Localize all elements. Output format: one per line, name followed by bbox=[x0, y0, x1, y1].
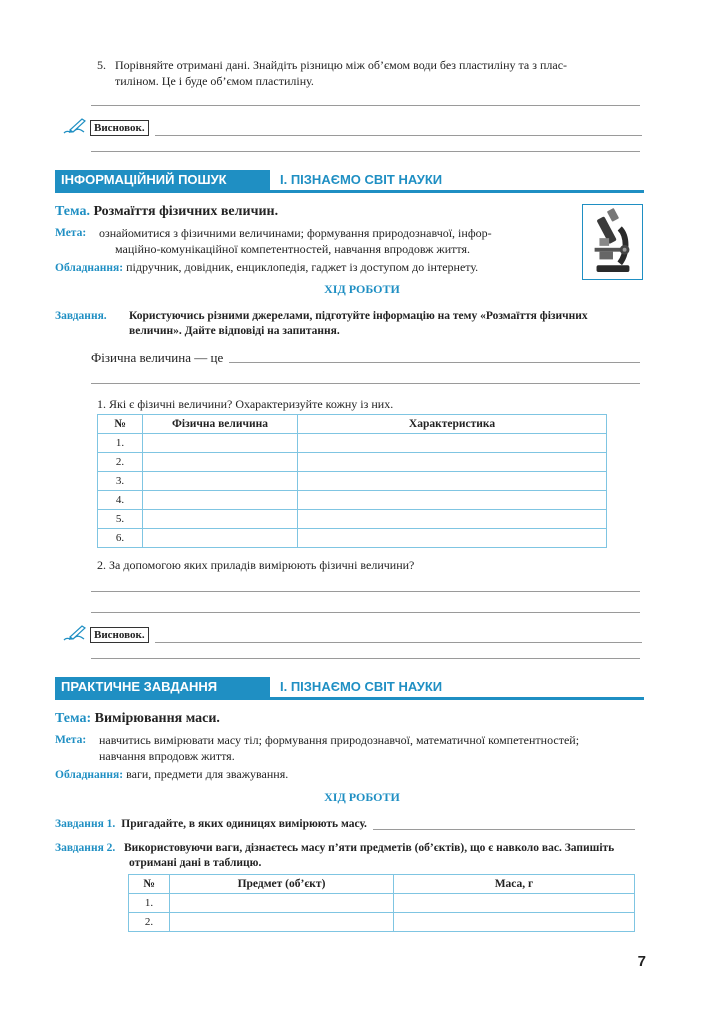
banner-right-label: І. ПІЗНАЄМО СВІТ НАУКИ bbox=[270, 170, 644, 190]
definition-input-line[interactable] bbox=[229, 350, 640, 363]
mass-measurement-table bbox=[128, 874, 635, 932]
task-1-row bbox=[55, 817, 635, 832]
answer-line bbox=[91, 612, 640, 613]
answer-line bbox=[91, 658, 640, 659]
col-number: № bbox=[129, 875, 170, 894]
topic-text: Розмаїття фізичних величин. bbox=[93, 204, 279, 219]
table-row: 2. bbox=[98, 453, 607, 472]
equipment-label: Обладнання: bbox=[55, 262, 124, 274]
definition-row bbox=[91, 350, 640, 366]
table-cell-input[interactable] bbox=[298, 434, 607, 453]
table-row: 4. bbox=[98, 491, 607, 510]
equipment-text: підручник, довідник, енциклопедія, гаджет із доступом до інтернету. bbox=[126, 260, 479, 274]
section-banner-practical-task bbox=[55, 677, 644, 700]
conclusion-row-section1 bbox=[62, 623, 642, 643]
task-line-1: Користуючись різними джерелами, підготуйте інформацію на тему «Розмаїття фізичних bbox=[129, 310, 588, 322]
task-1-input-line[interactable] bbox=[373, 817, 635, 830]
topic-text: Вимірювання маси. bbox=[94, 711, 220, 726]
banner-left-label: ПРАКТИЧНЕ ЗАВДАННЯ bbox=[55, 677, 270, 697]
aim-label: Мета: bbox=[55, 734, 87, 746]
item-5-number: 5. bbox=[97, 58, 106, 72]
answer-line bbox=[91, 151, 640, 152]
equipment-row bbox=[55, 259, 478, 276]
task-1-text: Пригадайте, в яких одиницях вимірюють масу. bbox=[121, 818, 367, 830]
table-cell-input[interactable] bbox=[298, 529, 607, 548]
col-physical-quantity: Фізична величина bbox=[143, 415, 298, 434]
table-cell-input[interactable] bbox=[170, 894, 394, 913]
table-header-row bbox=[129, 875, 635, 894]
aim-line-1: ознайомитися з фізичними величинами; формування природознавчої, інфор- bbox=[99, 226, 492, 240]
banner-right-label: І. ПІЗНАЄМО СВІТ НАУКИ bbox=[270, 677, 644, 697]
task-line-2: величин». Дайте відповіді на запитання. bbox=[129, 325, 340, 337]
microscope-image bbox=[582, 204, 643, 280]
table-row: 3. bbox=[98, 472, 607, 491]
table-row: 6. bbox=[98, 529, 607, 548]
table-cell-input[interactable] bbox=[170, 913, 394, 932]
task-2-label: Завдання 2. bbox=[55, 842, 116, 854]
page-number: 7 bbox=[637, 953, 646, 970]
progress-heading: ХІД РОБОТИ bbox=[324, 282, 400, 296]
table-cell-input[interactable] bbox=[143, 510, 298, 529]
question-2: 2. За допомогою яких приладів вимірюють фізичні величини? bbox=[97, 558, 415, 572]
item-5-line-1: Порівняйте отримані дані. Знайдіть різницю між об’ємом води без пластиліну та з плас- bbox=[115, 58, 568, 72]
table-cell-input[interactable] bbox=[394, 894, 635, 913]
conclusion-input-line[interactable] bbox=[155, 123, 642, 136]
aim-line-2: навчання впродовж життя. bbox=[99, 749, 235, 763]
table-cell-input[interactable] bbox=[298, 453, 607, 472]
table-cell-input[interactable] bbox=[143, 453, 298, 472]
physical-quantities-table bbox=[97, 414, 607, 548]
conclusion-label: Висновок. bbox=[90, 627, 149, 643]
section-banner-info-search bbox=[55, 170, 644, 193]
banner-left-label: ІНФОРМАЦІЙНИЙ ПОШУК bbox=[55, 170, 270, 190]
topic-row bbox=[55, 710, 220, 728]
table-row: 1. bbox=[98, 434, 607, 453]
answer-line bbox=[91, 105, 640, 106]
progress-heading: ХІД РОБОТИ bbox=[324, 790, 400, 804]
topic-row bbox=[55, 203, 278, 221]
microscope-icon bbox=[583, 205, 642, 279]
conclusion-label: Висновок. bbox=[90, 120, 149, 136]
task-1-label: Завдання 1. bbox=[55, 818, 116, 830]
col-characteristic: Характеристика bbox=[298, 415, 607, 434]
conclusion-input-line[interactable] bbox=[155, 630, 642, 643]
equipment-text: ваги, предмети для зважування. bbox=[126, 767, 289, 781]
item-5-line-2: тиліном. Це і буде об’ємом пластиліну. bbox=[115, 74, 314, 88]
pen-writing-icon bbox=[62, 116, 88, 136]
table-cell-input[interactable] bbox=[143, 472, 298, 491]
table-cell-input[interactable] bbox=[298, 472, 607, 491]
table-cell-input[interactable] bbox=[298, 510, 607, 529]
aim-line-2: маційно-комунікаційної компетентностей, навчання впродовж життя. bbox=[115, 242, 470, 256]
topic-label: Тема: bbox=[55, 711, 92, 726]
answer-line bbox=[91, 383, 640, 384]
table-cell-input[interactable] bbox=[143, 434, 298, 453]
col-mass: Маса, г bbox=[394, 875, 635, 894]
definition-prompt: Фізична величина — це bbox=[91, 350, 224, 365]
conclusion-row-top bbox=[62, 116, 642, 136]
task-2-line-1: Використовуючи ваги, дізнаєтесь масу п’яти предметів (об’єктів), що є навколо вас. Запишіть bbox=[124, 842, 615, 854]
table-row: 2. bbox=[129, 913, 635, 932]
equipment-row bbox=[55, 766, 288, 783]
task-2-line-2: отримані дані в таблицю. bbox=[129, 857, 262, 869]
table-cell-input[interactable] bbox=[298, 491, 607, 510]
task-label: Завдання. bbox=[55, 310, 107, 322]
table-cell-input[interactable] bbox=[143, 491, 298, 510]
col-object: Предмет (об’єкт) bbox=[170, 875, 394, 894]
equipment-label: Обладнання: bbox=[55, 769, 124, 781]
table-cell-input[interactable] bbox=[394, 913, 635, 932]
aim-line-1: навчитись вимірювати масу тіл; формування природознавчої, математичної компетентностей; bbox=[99, 733, 580, 747]
table-row: 1. bbox=[129, 894, 635, 913]
table-header-row bbox=[98, 415, 607, 434]
question-1: 1. Які є фізичні величини? Охарактеризуйте кожну із них. bbox=[97, 397, 394, 411]
col-number: № bbox=[98, 415, 143, 434]
answer-line bbox=[91, 591, 640, 592]
topic-label: Тема. bbox=[55, 204, 90, 219]
table-row: 5. bbox=[98, 510, 607, 529]
table-cell-input[interactable] bbox=[143, 529, 298, 548]
aim-label: Мета: bbox=[55, 227, 87, 239]
pen-writing-icon bbox=[62, 623, 88, 643]
